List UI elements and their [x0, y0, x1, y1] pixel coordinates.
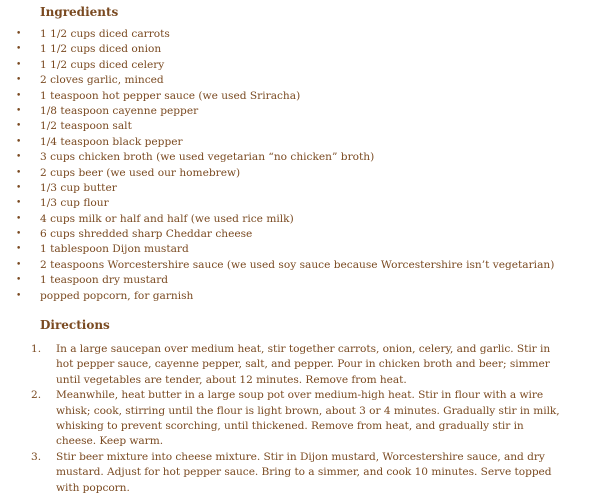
bullet-icon: •: [16, 152, 22, 163]
step-text: Stir beer mixture into cheese mixture. Stir in Dijon mustard, Worcestershire sauce, and dry mustard. Adjust for hot pepper sauce. Bring to a simmer, and cook 10 minutes. Serve topped with popcorn.: [56, 450, 552, 494]
bullet-icon: •: [16, 136, 22, 147]
bullet-icon: •: [16, 275, 22, 286]
ingredient-text: 1 1/2 cups diced onion: [40, 43, 162, 56]
ingredient-item: [0, 273, 593, 288]
directions-list: [0, 342, 593, 496]
bullet-icon: •: [16, 105, 22, 116]
ingredient-text: 6 cups shredded sharp Cheddar cheese: [40, 228, 253, 241]
bullet-icon: •: [16, 75, 22, 86]
ingredient-item: [0, 135, 593, 150]
ingredient-item: [0, 258, 593, 273]
step-text: Meanwhile, heat butter in a large soup pot over medium-high heat. Stir in flour with a wire whisk; cook, stirring until the flour is light brown, about 3 or 4 minutes. Gradually stir in milk, whisking to prevent scorching, until thickened. Remove from heat, and gradually stir in cheese. Keep warm.: [56, 389, 560, 448]
ingredient-text: 1 1/2 cups diced celery: [40, 58, 165, 71]
bullet-icon: •: [16, 198, 22, 209]
ingredient-item: [0, 212, 593, 227]
step-number: 2.: [31, 389, 42, 402]
ingredient-text: 2 cups beer (we used our homebrew): [40, 166, 241, 179]
ingredient-item: [0, 289, 593, 304]
ingredient-item: [0, 166, 593, 181]
bullet-icon: •: [16, 59, 22, 70]
ingredient-item: [0, 242, 593, 257]
step-number: 1.: [31, 343, 42, 355]
ingredient-item: [0, 181, 593, 196]
bullet-icon: •: [16, 229, 22, 240]
direction-step: [0, 342, 593, 388]
step-text: In a large saucepan over medium heat, stir together carrots, onion, celery, and garlic. Stir in hot pepper sauce, cayenne pepper, salt, and pepper. Pour in chicken broth and beer; simmer until vegetables are tender, about 12 minutes. Remove from heat.: [56, 343, 551, 386]
step-number: 3.: [31, 450, 42, 463]
ingredient-item: [0, 227, 593, 242]
direction-step: [0, 450, 593, 496]
ingredient-text: 1/3 cup flour: [40, 197, 109, 210]
ingredient-text: 1 1/2 cups diced carrots: [40, 28, 170, 40]
ingredient-text: popped popcorn, for garnish: [40, 289, 194, 302]
bullet-icon: •: [16, 182, 22, 193]
bullet-icon: •: [16, 121, 22, 132]
ingredient-text: 1/4 teaspoon black pepper: [40, 135, 183, 148]
ingredient-item: [0, 89, 593, 104]
ingredient-item: [0, 150, 593, 165]
ingredient-text: 1 teaspoon dry mustard: [40, 274, 169, 287]
bullet-icon: •: [16, 213, 22, 224]
bullet-icon: •: [16, 244, 22, 255]
ingredient-text: 1/3 cup butter: [40, 181, 117, 194]
direction-step: [0, 388, 593, 450]
bullet-icon: •: [16, 290, 22, 301]
ingredient-item: [0, 119, 593, 134]
bullet-icon: •: [16, 259, 22, 270]
ingredient-text: 1 tablespoon Dijon mustard: [40, 243, 189, 256]
ingredient-text: 2 teaspoons Worcestershire sauce (we used soy sauce because Worcestershire isn’t vegetarian): [40, 258, 555, 271]
ingredients-list: [0, 27, 593, 304]
ingredient-item: [0, 42, 593, 57]
ingredient-text: 3 cups chicken broth (we used vegetarian “no chicken” broth): [40, 151, 375, 164]
ingredient-item: [0, 73, 593, 88]
ingredient-text: 1/8 teaspoon cayenne pepper: [40, 104, 199, 117]
bullet-icon: •: [16, 44, 22, 55]
ingredient-item: [0, 196, 593, 211]
bullet-icon: •: [16, 90, 22, 101]
ingredient-text: 4 cups milk or half and half (we used rice milk): [40, 212, 294, 225]
bullet-icon: •: [16, 167, 22, 178]
ingredient-item: [0, 104, 593, 119]
ingredient-text: 1 teaspoon hot pepper sauce (we used Sriracha): [40, 89, 301, 102]
ingredient-text: 2 cloves garlic, minced: [40, 74, 164, 87]
ingredient-item: [0, 27, 593, 42]
bullet-icon: •: [16, 29, 22, 39]
directions-heading: Directions: [40, 318, 110, 332]
ingredient-item: [0, 58, 593, 73]
ingredients-heading: Ingredients: [40, 5, 119, 19]
ingredient-text: 1/2 teaspoon salt: [40, 120, 132, 133]
